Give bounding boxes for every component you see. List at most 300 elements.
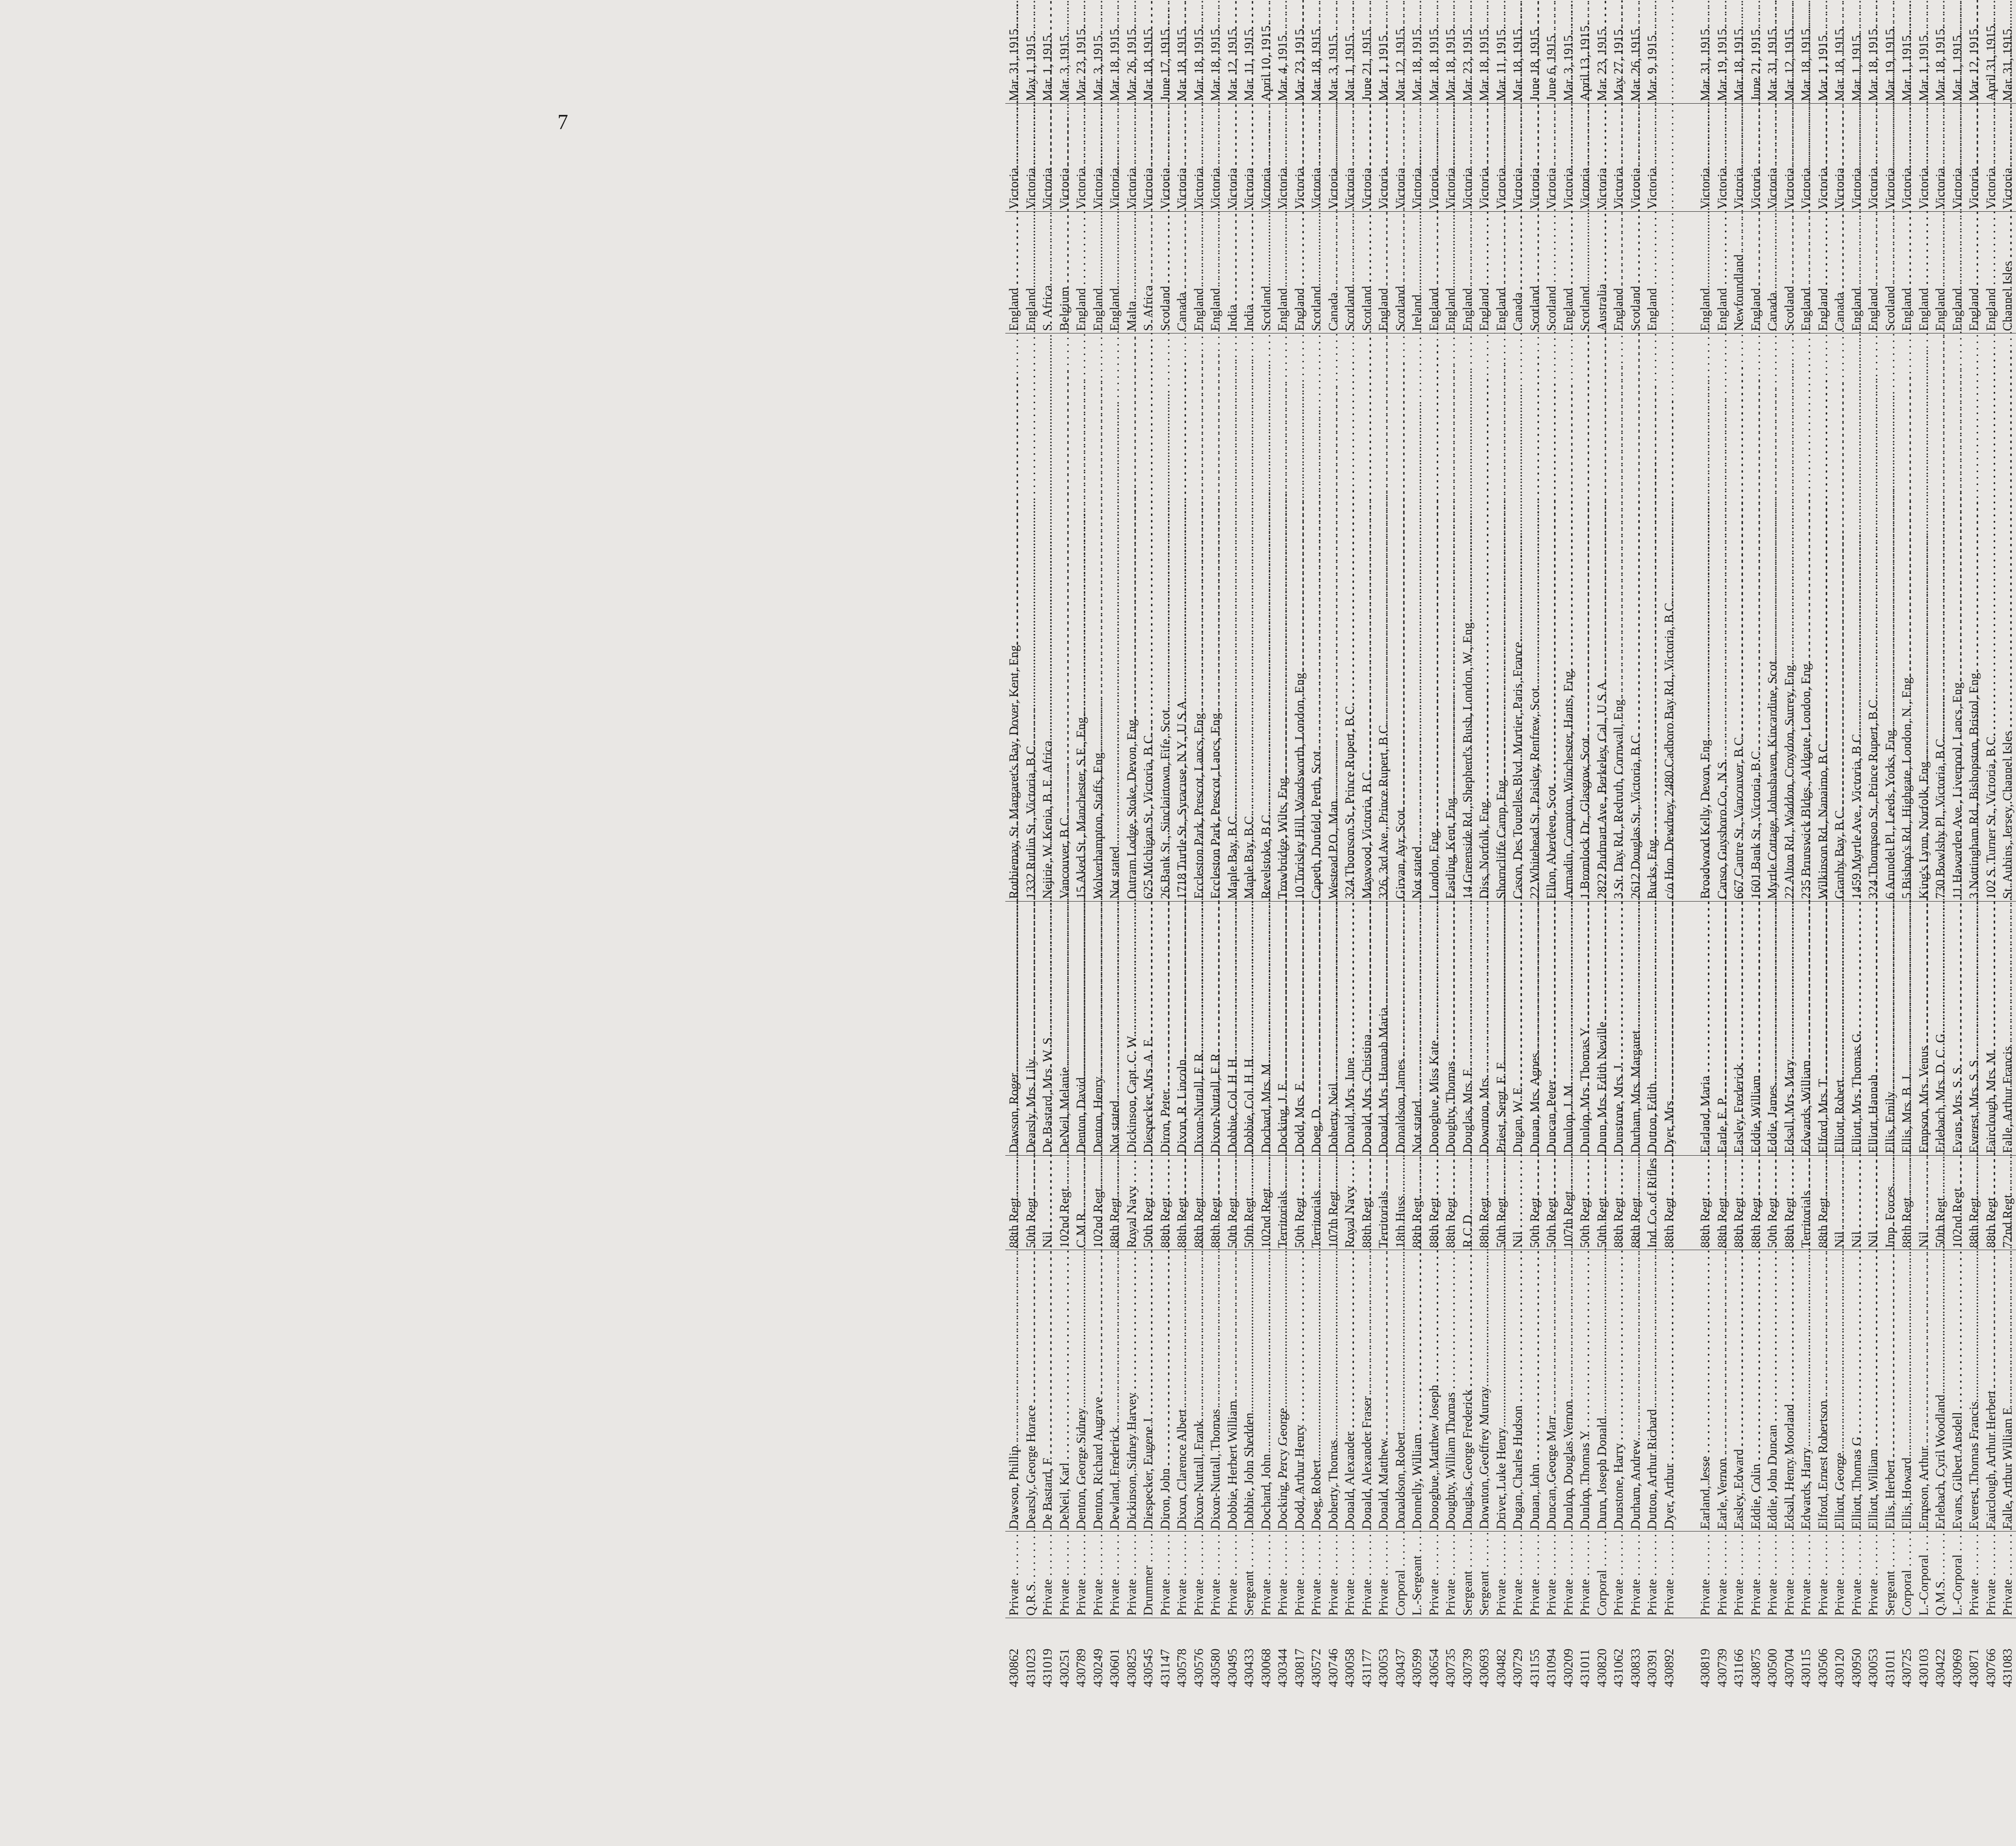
port-text: Victoria . . . <box>1124 0 1139 209</box>
cell-kin <box>1190 901 1207 1155</box>
kin-text: Elliott, Mrs. Thomas G. . . . <box>1849 333 1864 1153</box>
country-text: Scotland . . . <box>1393 0 1407 331</box>
rank-text: L.-Corporal . . . <box>1916 858 1931 1616</box>
cell-port <box>1747 103 1764 211</box>
cell-kin <box>1831 901 1848 1155</box>
cell-unit <box>1090 1155 1107 1250</box>
name-text: Dunlop, Douglas Vernon . . . <box>1561 704 1575 1529</box>
address-text: Trowbridge, Wilts, Eng. . . . <box>1275 78 1290 899</box>
cell-country <box>1814 212 1831 333</box>
num-text: 431166 <box>1731 1649 1746 1687</box>
cell-kin <box>1274 901 1291 1155</box>
address-text: Not stated . . . <box>1409 149 1424 899</box>
address-text: Eastling, Kent, Eng. . . . <box>1443 98 1458 899</box>
name-text: Dixon-Nuttall, Frank . . . <box>1191 723 1206 1529</box>
cell-unit <box>1308 1155 1325 1250</box>
kin-text: Ellis, Emily . . . <box>1883 395 1897 1153</box>
num-text: 430506 <box>1815 1648 1830 1687</box>
kin-text: Dickinson, Capt. C. W. . . . <box>1124 337 1139 1153</box>
cell-unit <box>1576 1155 1593 1250</box>
cell-unit <box>1898 1155 1915 1250</box>
cell-address <box>1865 333 1882 902</box>
unit-text: 88th Regt . . . <box>1983 501 1998 1248</box>
cell-country <box>1274 212 1291 333</box>
table-row <box>1848 0 1865 1689</box>
rank-text: Private . . . <box>1765 883 1779 1616</box>
address-text: 326, 3rd Ave., Prince Rupert, B.C. . . . <box>1376 25 1390 899</box>
cell-address <box>1593 333 1610 902</box>
unit-text: Nil . . . <box>1849 535 1864 1248</box>
cell-name <box>1509 1250 1526 1532</box>
kin-text: Doughty, Thomas . . . <box>1443 365 1458 1153</box>
cell-name <box>1915 1250 1932 1532</box>
cell-rank <box>1493 1532 1510 1618</box>
cell-kin <box>1898 901 1915 1155</box>
cell-name <box>1358 1250 1375 1532</box>
cell-country <box>1207 212 1224 333</box>
cell-num <box>1814 1618 1831 1689</box>
date-text: Mar. 12, 1915. <box>1392 25 1407 101</box>
cell-kin <box>1781 901 1798 1155</box>
cell-num <box>1173 1618 1190 1689</box>
rank-text: Private . . . <box>1359 883 1374 1616</box>
rank-text: Sergeant . . . <box>1477 874 1491 1616</box>
cell-num <box>1627 1618 1644 1689</box>
country-text: England . . . <box>1494 0 1508 331</box>
cell-unit <box>1697 1155 1714 1250</box>
cell-kin <box>1022 901 1039 1155</box>
cell-port <box>1526 103 1543 211</box>
rank-text: Private . . . <box>1158 883 1172 1616</box>
country-text: Scotland . . . <box>1342 0 1357 331</box>
name-text: Duncan, George Marr . . . <box>1544 719 1558 1529</box>
table-row <box>1509 0 1526 1689</box>
cell-name <box>1106 1250 1123 1532</box>
cell-port <box>1375 103 1392 211</box>
country-text: England . . . <box>1275 0 1290 331</box>
cell-unit <box>1325 1155 1342 1250</box>
num-text: 430725 <box>1899 1648 1914 1687</box>
cell-address <box>1207 333 1224 902</box>
port-text: Victoria . . . <box>1950 0 1964 209</box>
unit-text: 88th Regt . . . <box>1715 501 1729 1248</box>
cell-num <box>1476 1618 1493 1689</box>
cell-country <box>1123 212 1140 333</box>
port-text: Victoria . . . <box>1342 0 1357 209</box>
kin-text: Elford, Mrs. T. . . . <box>1815 380 1830 1153</box>
date-text: Mar. 1, 1915. <box>1899 32 1914 101</box>
cell-country <box>1898 212 1915 333</box>
cell-port <box>1730 103 1747 211</box>
country-text: Belgium . . . <box>1057 0 1072 331</box>
cell-name <box>1831 1250 1848 1532</box>
cell-port <box>1140 103 1157 211</box>
kin-text: Eddie, James . . . <box>1765 388 1779 1153</box>
cell-rank <box>1442 1532 1459 1618</box>
cell-address <box>1173 333 1190 902</box>
cell-rank <box>1965 1532 1982 1618</box>
port-text: Victoria . . . <box>1359 0 1374 209</box>
address-text: Maple Bay, B.C. . . . <box>1241 116 1256 899</box>
name-text: Dunstone, Harry . . . <box>1611 746 1626 1529</box>
address-text: 235 Brunswick Bldgs., Aldgate, London, Eng. . . . <box>1798 0 1813 899</box>
name-text: Donoghue, Matthew Joseph . . . <box>1426 688 1441 1529</box>
cell-address <box>1325 333 1342 902</box>
unit-text: 88th Regt . . . <box>1208 501 1222 1248</box>
cell-num <box>1341 1618 1358 1689</box>
cell-country <box>1140 212 1157 333</box>
num-text: 430391 <box>1645 1648 1659 1687</box>
cell-rank <box>1291 1532 1308 1618</box>
cell-port <box>1090 103 1107 211</box>
table-row <box>1730 0 1747 1689</box>
num-text: 430572 <box>1309 1648 1323 1687</box>
unit-text: 88th Regt . . . <box>1477 501 1491 1248</box>
port-text: Victoria . . . <box>1798 0 1813 209</box>
name-text: Eddie, Colin . . . <box>1748 767 1763 1529</box>
address-text: Westead P.O., Man. . . . <box>1326 101 1340 899</box>
unit-text: Ind. Co. of Rifles . . . <box>1645 462 1659 1248</box>
cell-rank <box>1022 1532 1039 1618</box>
cell-name <box>1308 1250 1325 1532</box>
table-row <box>1157 0 1174 1689</box>
cell-name <box>1375 1250 1392 1532</box>
cell-address <box>1358 333 1375 902</box>
cell-rank <box>1747 1532 1764 1618</box>
cell-rank <box>1392 1532 1409 1618</box>
separator-cell <box>1677 103 1697 211</box>
cell-name <box>1459 1250 1476 1532</box>
cell-num <box>1797 1618 1814 1689</box>
port-text: Victoria . . . <box>1241 0 1256 209</box>
num-text: 430892 <box>1661 1648 1676 1687</box>
table-row <box>1308 0 1325 1689</box>
country-text: Scotland . . . <box>1883 0 1897 331</box>
cell-num <box>1965 1618 1982 1689</box>
cell-country <box>1610 212 1627 333</box>
name-text: Driver, Luke Henry . . . <box>1494 731 1508 1529</box>
address-text: Cason, Des Tourelles Blvd. Mortier, Paris, France . . . <box>1510 0 1525 899</box>
cell-unit <box>1207 1155 1224 1250</box>
rank-text: Private . . . <box>1510 883 1525 1616</box>
table-row <box>1898 0 1915 1689</box>
num-text: 430103 <box>1916 1648 1931 1687</box>
cell-name <box>1341 1250 1358 1532</box>
cell-rank <box>1459 1532 1476 1618</box>
cell-kin <box>1610 901 1627 1155</box>
name-text: Dickinson, Sidney Harvey . . . <box>1124 696 1139 1529</box>
address-text: 3 Nottingham Rd., Bishopston, Bristol, Eng. . . . <box>1966 0 1981 899</box>
address-text: Wolverhampton, Staffs, Eng. . . . <box>1091 53 1105 899</box>
table-row <box>1173 0 1190 1689</box>
rank-text: Private . . . <box>1107 883 1122 1616</box>
cell-address <box>1274 333 1291 902</box>
kin-text: Dunlop, J. M. . . . <box>1561 385 1575 1153</box>
cell-address <box>1291 333 1308 902</box>
cell-rank <box>1190 1532 1207 1618</box>
kin-text: Edsall, Mrs. Mary . . . <box>1782 363 1796 1153</box>
unit-text: 88th Regt . . . <box>1611 501 1626 1248</box>
date-text: Mar. 9, 1915. <box>1645 32 1659 101</box>
cell-name <box>1493 1250 1510 1532</box>
rank-text: Private . . . <box>1225 883 1239 1616</box>
num-text: 430545 <box>1141 1648 1155 1687</box>
cell-rank <box>1593 1532 1610 1618</box>
cell-address <box>1157 333 1174 902</box>
port-text: Victoria . . . <box>1023 0 1038 209</box>
rank-text: Private . . . <box>1376 883 1390 1616</box>
cell-address <box>1106 333 1123 902</box>
cell-port <box>1831 103 1848 211</box>
cell-country <box>1526 212 1543 333</box>
cell-num <box>1005 1618 1022 1689</box>
cell-port <box>1965 103 1982 211</box>
port-text: Victoria . . . <box>1409 0 1424 209</box>
kin-text: Dixon-Nuttall, F. R. . . . <box>1191 353 1206 1153</box>
cell-rank <box>1258 1532 1275 1618</box>
kin-text: Dearsly, Mrs. Lily . . . <box>1023 362 1038 1153</box>
name-text: Earland, Jesse . . . <box>1698 759 1712 1529</box>
cell-rank <box>1341 1532 1358 1618</box>
cell-unit <box>1493 1155 1510 1250</box>
table-row <box>1106 0 1123 1689</box>
cell-country <box>1258 212 1275 333</box>
name-text: Dyer, Arthur . . . <box>1662 767 1676 1529</box>
num-text: 430422 <box>1933 1648 1947 1687</box>
port-text: Victoria . . . <box>1966 0 1981 209</box>
cell-name <box>1123 1250 1140 1532</box>
address-text: 324 Thomson St., Prince Rupert, B.C. . . . <box>1342 6 1357 899</box>
cell-port <box>1392 103 1409 211</box>
cell-unit <box>1375 1155 1392 1250</box>
cell-unit <box>1543 1155 1560 1250</box>
kin-text: Downton, Mrs. . . . <box>1477 378 1491 1153</box>
cell-port <box>1425 103 1443 211</box>
table-row <box>1526 0 1543 1689</box>
num-text: 430433 <box>1241 1648 1256 1687</box>
port-text: Victoria . . . <box>1107 0 1122 209</box>
table-row <box>1325 0 1342 1689</box>
kin-text: Dunan, Mrs. Agnes . . . <box>1527 356 1542 1153</box>
cell-num <box>1593 1618 1610 1689</box>
kin-text: Dugan, W. E. . . . <box>1510 388 1525 1153</box>
separator-cell <box>1677 212 1697 333</box>
name-text: Dobbie, John Shedden . . . <box>1241 716 1256 1529</box>
name-text: Dixon, Clarence Albert . . . <box>1174 713 1189 1530</box>
kin-text: Denton, David . . . <box>1073 381 1088 1153</box>
unit-text: 88th Regt . . . <box>1782 501 1796 1248</box>
country-text: India . . . <box>1225 0 1239 331</box>
cell-kin <box>1965 901 1982 1155</box>
country-text: England . . . <box>1966 0 1981 331</box>
country-text: India . . . <box>1241 0 1256 331</box>
port-text: Victoria . . . <box>1765 0 1779 209</box>
cell-num <box>1106 1618 1123 1689</box>
separator-cell <box>1677 1155 1697 1250</box>
country-text: Scotland . . . <box>1359 0 1374 331</box>
cell-address <box>1240 333 1258 902</box>
rank-text: Private . . . <box>1174 883 1189 1616</box>
kin-text: Dochard, Mrs. M. . . . <box>1258 364 1273 1153</box>
rank-text: Private . . . <box>1275 883 1290 1616</box>
cell-address <box>1730 333 1747 902</box>
table-row <box>1560 0 1577 1689</box>
cell-country <box>1039 212 1056 333</box>
cell-kin <box>1543 901 1560 1155</box>
cell-port <box>1022 103 1039 211</box>
name-text: Donald, Alexander . . . <box>1342 735 1357 1529</box>
cell-country <box>1005 212 1022 333</box>
cell-rank <box>1375 1532 1392 1618</box>
cell-rank <box>1898 1532 1915 1618</box>
cell-name <box>1005 1250 1022 1532</box>
cell-address <box>1999 333 2016 902</box>
cell-unit <box>1610 1155 1627 1250</box>
date-text: Mar. 18, 1915. <box>1731 25 1746 101</box>
cell-port <box>1560 103 1577 211</box>
rank-text: L.-Sergeant . . . <box>1409 859 1424 1616</box>
cell-country <box>1325 212 1342 333</box>
table-row <box>1493 0 1510 1689</box>
cell-num <box>1949 1618 1966 1689</box>
cell-country <box>1173 212 1190 333</box>
port-text: Victoria . . . <box>1731 0 1746 209</box>
table-row <box>1814 0 1831 1689</box>
cell-name <box>1258 1250 1275 1532</box>
rank-text: Sergeant . . . <box>1241 874 1256 1616</box>
cell-num <box>1274 1618 1291 1689</box>
table-row <box>1005 0 1022 1689</box>
cell-country <box>1982 212 1999 333</box>
date-text: Mar. 12, 1915. <box>1224 25 1239 101</box>
country-text: England . . . <box>1933 0 1947 331</box>
unit-text: 50th Regt . . . <box>1292 501 1307 1248</box>
cell-address <box>1797 333 1814 902</box>
address-text: 1332 Rutlin St., Victoria, B.C. . . . <box>1023 46 1038 899</box>
cell-kin <box>1576 901 1593 1155</box>
cell-address <box>1140 333 1157 902</box>
rank-text: Private . . . <box>2000 883 2015 1616</box>
cell-name <box>1073 1250 1090 1532</box>
kin-text: Ellis, Mrs. B. J. . . . <box>1899 376 1914 1153</box>
cell-port <box>1274 103 1291 211</box>
port-text: Victoria . . . <box>1611 0 1626 209</box>
address-text: Broadwood Kelly, Devon, Eng. . . . <box>1698 40 1712 899</box>
cell-kin <box>1106 901 1123 1155</box>
cell-unit <box>1781 1155 1798 1250</box>
port-text: Victoria . . . <box>1748 0 1763 209</box>
port-text: Victoria . . . <box>1040 0 1054 209</box>
table-row <box>1915 0 1932 1689</box>
kin-text: Dutton, Edith . . . <box>1645 387 1659 1153</box>
cell-rank <box>1308 1532 1325 1618</box>
name-text: Downton, Geoffrey Murray . . . <box>1477 690 1491 1529</box>
address-text: 102 S. Turner St., Victoria, B.C. . . . <box>1983 37 1998 899</box>
cell-num <box>1982 1618 1999 1689</box>
cell-port <box>1341 103 1358 211</box>
num-text: 430495 <box>1224 1648 1239 1687</box>
cell-name <box>1814 1250 1831 1532</box>
country-text: England . . . <box>1091 0 1105 331</box>
cell-port <box>1493 103 1510 211</box>
name-text: Elliott, William . . . <box>1866 752 1880 1529</box>
unit-text: 88th Regt . . . <box>1899 501 1914 1248</box>
date-text: May 1, 1915. <box>1023 32 1038 101</box>
num-text: 430825 <box>1124 1648 1139 1687</box>
cell-country <box>1764 212 1781 333</box>
table-row <box>1022 0 1039 1689</box>
cell-rank <box>1240 1532 1258 1618</box>
unit-text: 88th Regt . . . <box>1731 501 1746 1248</box>
unit-text: 88th Regt . . . <box>1426 501 1441 1248</box>
cell-name <box>1090 1250 1107 1532</box>
rank-text: L.-Corporal . . . <box>1950 858 1964 1616</box>
cell-name <box>1781 1250 1798 1532</box>
country-text: S. Africa . . . <box>1040 0 1054 331</box>
cell-country <box>1442 212 1459 333</box>
date-text: Mar. 3, 1915. <box>1090 32 1105 101</box>
cell-unit <box>1408 1155 1425 1250</box>
num-text: 430950 <box>1849 1648 1864 1687</box>
cell-address <box>1627 333 1644 902</box>
table-body <box>1005 0 2016 1689</box>
num-text: 430875 <box>1748 1648 1763 1687</box>
cell-port <box>1764 103 1781 211</box>
cell-name <box>1797 1250 1814 1532</box>
port-text: Victoria . . . <box>2000 0 2015 209</box>
port-text: Victoria . . . <box>1983 0 1998 209</box>
name-text: Diespecker, Eugene J . . . <box>1141 721 1155 1529</box>
port-text: Victoria . . . <box>1916 0 1931 209</box>
cell-num <box>1258 1618 1275 1689</box>
country-text: Scotland . . . <box>1782 0 1796 331</box>
name-text: Doherty, Thomas . . . <box>1326 743 1340 1529</box>
port-text: Victoria . . . <box>1715 0 1729 209</box>
cell-address <box>1190 333 1207 902</box>
cell-port <box>1697 103 1714 211</box>
name-text: Doughty, William Thomas . . . <box>1443 696 1458 1529</box>
name-text: Empson, Arthur . . . <box>1916 750 1931 1529</box>
port-text: Victoria . . . <box>1815 0 1830 209</box>
cell-kin <box>1224 901 1241 1155</box>
date-text: Mar. 31, 1915. <box>1006 25 1021 101</box>
cell-kin <box>1644 901 1661 1155</box>
cell-rank <box>1814 1532 1831 1618</box>
num-text: 430251 <box>1056 1648 1072 1687</box>
country-text: Scotland . . . <box>1258 0 1273 331</box>
cell-country <box>1425 212 1443 333</box>
date-text: Mar. 19, 1915. <box>1882 25 1897 101</box>
cell-kin <box>1797 901 1814 1155</box>
cell-address <box>1123 333 1140 902</box>
rank-text: Private . . . <box>1309 883 1323 1616</box>
address-text: Revelstoke, B.C. . . . <box>1258 115 1273 899</box>
cell-unit <box>1123 1155 1140 1250</box>
date-text: Mar. 18, 1915. <box>1141 25 1155 101</box>
cell-port <box>1949 103 1966 211</box>
num-text: 431147 <box>1157 1649 1172 1687</box>
unit-text: 102nd Regt . . . <box>1091 491 1105 1248</box>
cell-name <box>1593 1250 1610 1532</box>
table-row <box>1593 0 1610 1689</box>
table-row <box>1982 0 1999 1689</box>
cell-unit <box>1459 1155 1476 1250</box>
cell-name <box>1764 1250 1781 1532</box>
cell-port <box>1291 103 1308 211</box>
cell-kin <box>1999 901 2016 1155</box>
port-text: Victoria . . . <box>1594 0 1609 209</box>
address-text: Wilkinson Rd., Nanaimo, B.C. . . . <box>1815 44 1830 899</box>
